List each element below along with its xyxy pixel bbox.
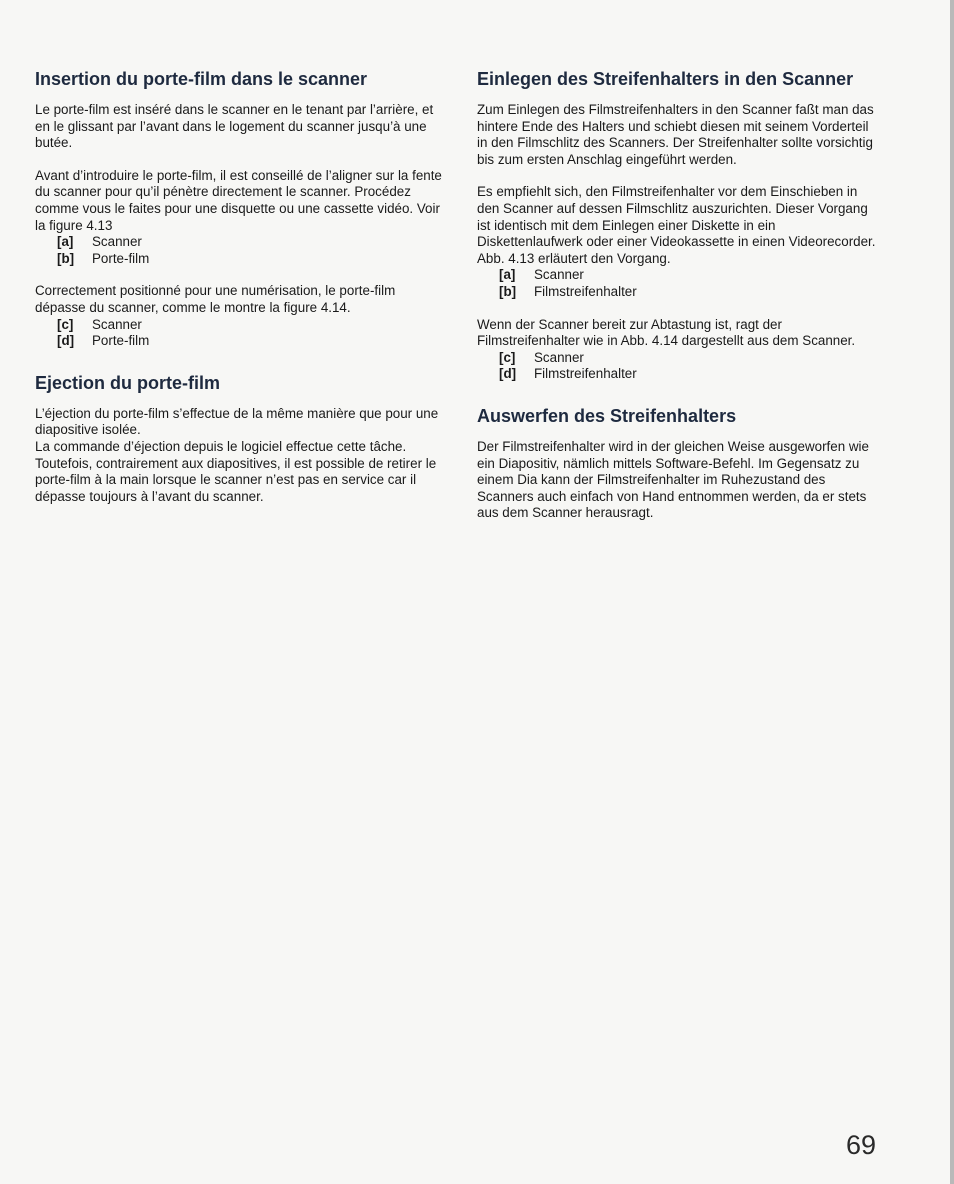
- legend-text: Filmstreifenhalter: [534, 283, 637, 299]
- legend-key: [c]: [499, 349, 516, 365]
- section-heading-auswerfen: Auswerfen des Streifenhalters: [477, 405, 737, 426]
- list-item: [57, 251, 445, 268]
- list-item: [57, 333, 445, 350]
- german-column: [477, 68, 877, 522]
- list-item: [499, 350, 877, 367]
- list-item: [57, 234, 445, 251]
- figure-legend-list: [57, 234, 445, 267]
- legend-key: [d]: [499, 366, 517, 382]
- figure-legend-list: [499, 350, 877, 383]
- legend-text: Porte-film: [92, 333, 150, 349]
- legend-key: [b]: [57, 250, 75, 266]
- french-column: [35, 68, 445, 505]
- legend-key: [b]: [499, 283, 517, 299]
- paragraph: Wenn der Scanner bereit zur Abtastung ist, ragt der Filmstreifenhalter wie in Abb. 4.14 dargestellt aus dem Scanner.: [477, 316, 856, 349]
- legend-text: Scanner: [92, 316, 142, 332]
- section-heading-einlegen: Einlegen des Streifenhalters in den Scanner: [477, 69, 854, 89]
- legend-text: Scanner: [92, 234, 142, 250]
- paragraph: La commande d’éjection depuis le logiciel effectue cette tâche. Toutefois, contrairement aux diapositives, il est possible de retirer le porte-film à la main lorsque le scanner n’est pas en service car il dépasse toujours à l’avant du scanner.: [35, 438, 437, 504]
- paragraph: Zum Einlegen des Filmstreifenhalters in den Scanner faßt man das hintere Ende des Halters und schiebt diesen mit seinem Vorderteil in den Filmschlitz des Scanners. Der Streifenhalter sollte vorsichtig bis zum ersten Anschlag eingeführt werden.: [477, 102, 874, 167]
- legend-text: Scanner: [534, 349, 584, 365]
- list-item: [499, 267, 877, 284]
- figure-legend-list: [57, 317, 445, 350]
- legend-key: [c]: [57, 316, 74, 332]
- paragraph: Correctement positionné pour une numérisation, le porte-film dépasse du scanner, comme le montre la figure 4.14.: [35, 283, 396, 315]
- legend-key: [a]: [499, 267, 516, 283]
- legend-key: [d]: [57, 333, 75, 349]
- section-heading-ejection: Ejection du porte-film: [35, 372, 221, 393]
- paragraph: Es empfiehlt sich, den Filmstreifenhalter vor dem Einschieben in den Scanner auf dessen Filmschlitz auszurichten. Dieser Vorgang ist identisch mit dem Einlegen einer Diskette in ein Diskettenlaufwerk oder einer Videokassette in einen Videorecorder. Abb. 4.13 erläutert den Vorgang.: [477, 184, 876, 266]
- section-heading-insertion: Insertion du porte-film dans le scanner: [35, 69, 368, 89]
- legend-key: [a]: [57, 234, 74, 250]
- legend-text: Scanner: [534, 267, 584, 283]
- legend-text: Porte-film: [92, 250, 150, 266]
- paragraph: L’éjection du porte-film s’effectue de la même manière que pour une diapositive isolée.: [35, 405, 439, 438]
- list-item: [57, 317, 445, 334]
- paragraph: Le porte-film est inséré dans le scanner en le tenant par l’arrière, et en le glissant par l’avant dans le logement du scanner jusqu’à une butée.: [35, 102, 434, 151]
- page-edge-shadow: [950, 0, 954, 1184]
- paragraph: Avant d’introduire le porte-film, il est conseillé de l’aligner sur la fente du scanner pour qu’il pénètre directement le scanner. Procédez comme vous le faites pour une disquette ou une cassette vidéo. Voir la figure 4.13: [35, 167, 442, 233]
- figure-legend-list: [499, 267, 877, 300]
- page-number: 69: [846, 1130, 877, 1160]
- paragraph: Der Filmstreifenhalter wird in der gleichen Weise ausgeworfen wie ein Diapositiv, nämlich mittels Software-Befehl. Im Gegensatz zu einem Dia kann der Filmstreifenhalter im Ruhezustand des Scanners auch einfach von Hand entnommen werden, da er stets aus dem Scanner herausragt.: [477, 438, 869, 521]
- list-item: [499, 284, 877, 301]
- list-item: [499, 366, 877, 383]
- legend-text: Filmstreifenhalter: [534, 366, 637, 382]
